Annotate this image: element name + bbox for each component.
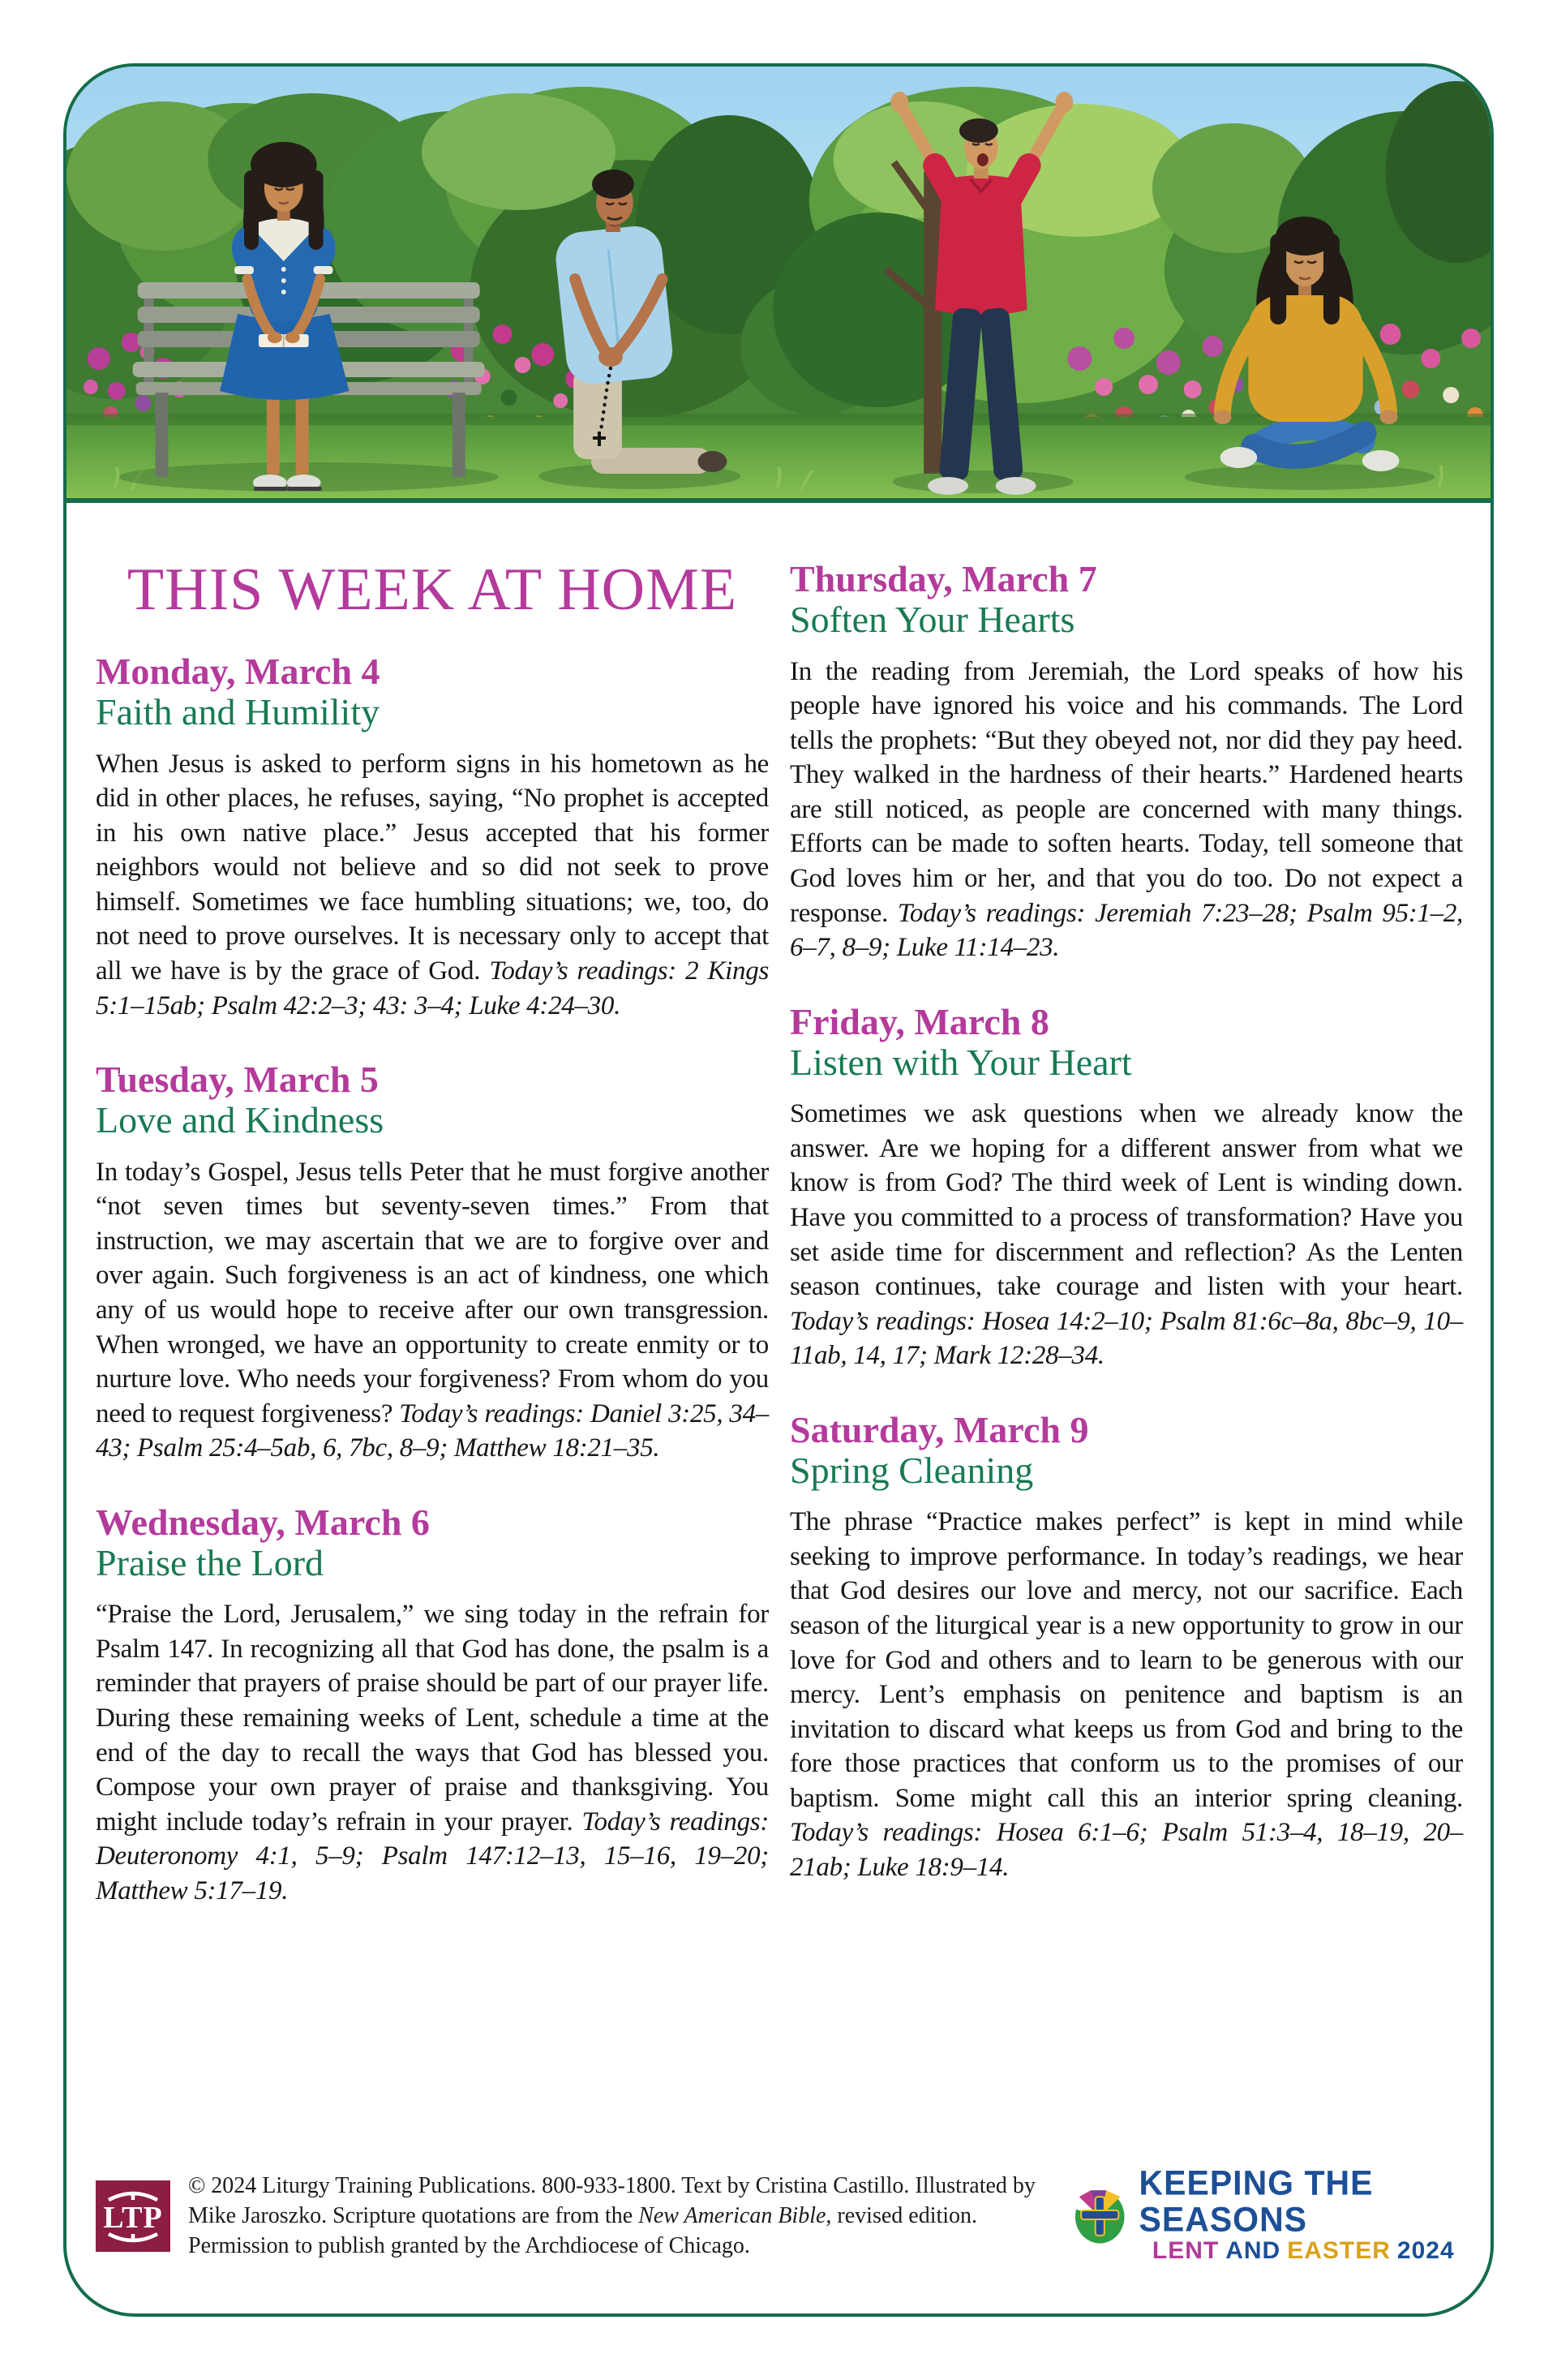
- ltp-logo-text: LTP: [103, 2200, 163, 2235]
- day-heading: Thursday, March 7: [790, 558, 1097, 599]
- credit-bible-title: New American Bible: [638, 2203, 826, 2229]
- topic-heading: Spring Cleaning: [790, 1450, 1034, 1492]
- reflection-body: When Jesus is asked to perform signs in his hometown as he did in other places, he refuses, saying, “No prophet is accepted in his own native place.” Jesus accepted that his former neighbors would not believe and so did not seek to prove himself. Sometimes we face humbling situations; we, too, do not need to prove ourselves. It is necessary only to accept that all we have is by the grace of God.: [96, 749, 769, 986]
- topic-heading: Love and Kindness: [96, 1099, 384, 1141]
- day-heading: Monday, March 4: [96, 651, 380, 692]
- reflection-text: [96, 1155, 769, 1466]
- reflection-body: Sometimes we ask questions when we already know the answer. Are we hoping for a different answer from what we know is from God? The third week of Lent is winding down. Have you committed to a process of transformation? Have you set aside time for discernment and reflection? As the Lenten season continues, take courage and listen with your heart.: [790, 1099, 1463, 1302]
- kts-easter: EASTER: [1287, 2236, 1391, 2264]
- bulletin-content: [66, 503, 1491, 1945]
- readings-citation: Today’s readings: Hosea 14:2–10; Psalm 81:6c–8a, 8bc–9, 10–11ab, 14, 17; Mark 12:28–34.: [790, 1306, 1463, 1371]
- section-tuesday: [96, 1060, 769, 1466]
- topic-heading: Praise the Lord: [96, 1542, 324, 1584]
- kts-lent: LENT: [1152, 2236, 1220, 2264]
- reflection-body: “Praise the Lord, Jerusalem,” we sing today in the refrain for Psalm 147. In recognizing all that God has done, the psalm is a reminder that prayers of praise should be part of our prayer life. During these remaining weeks of Lent, schedule a time at the end of the day to recall the ways that God has blessed you. Compose your own prayer of praise and thanksgiving. You might include today’s refrain in your prayer.: [96, 1600, 769, 1837]
- credit-text-2: , revised edition. Permission to publish granted by the Archdiocese of Chicago.: [188, 2203, 978, 2259]
- page-title: THIS WEEK AT HOME: [127, 556, 738, 623]
- readings-citation: Today’s readings: Hosea 6:1–6; Psalm 51:3–4, 18–19, 20–21ab; Luke 18:9–14.: [790, 1818, 1463, 1882]
- day-heading: Friday, March 8: [790, 1000, 1049, 1042]
- day-heading: Wednesday, March 6: [96, 1501, 430, 1543]
- reflection-text: [96, 747, 769, 1024]
- keeping-the-seasons-wordmark: [1139, 2163, 1468, 2265]
- right-column: [790, 560, 1463, 1945]
- section-monday: [96, 652, 769, 1023]
- keeping-the-seasons-logo: [1072, 2163, 1468, 2265]
- reflection-body: In today’s Gospel, Jesus tells Peter that he must forgive another “not seven times but seventy-seven times.” From that instruction, we may ascertain that we are to forgive over and over again. Such forgiveness is an act of kindness, one which any of us would hope to receive after our own transgression. When wronged, we have an opportunity to create enmity or to nurture love. Who needs your forgiveness? From whom do you need to request forgiveness?: [96, 1157, 769, 1428]
- kts-title: KEEPING THE SEASONS: [1139, 2163, 1374, 2240]
- left-column: [96, 556, 770, 1945]
- reflection-text: [96, 1597, 769, 1908]
- reflection-text: [790, 655, 1463, 965]
- readings-citation: Today’s readings: Deuteronomy 4:1, 5–9; Psalm 147:12–13, 15–16, 19–20; Matthew 5:17–19.: [96, 1806, 770, 1905]
- garden-scene-image: [66, 67, 1491, 498]
- readings-citation: Today’s readings: Daniel 3:25, 34–43; Psalm 25:4–5ab, 6, 7bc, 8–9; Matthew 18:21–35.: [96, 1398, 769, 1463]
- kts-year: 2024: [1396, 2236, 1455, 2264]
- reflection-body: The phrase “Practice makes perfect” is kept in mind while seeking to improve performance. In today’s readings, we hear that God desires our love and mercy, not our sacrifice. Each season of the liturgical year is a new opportunity to grow in our love for God and others and to learn to be generous with our mercy. Lent’s emphasis on penitence and baptism is an invitation to discard what keeps us from God and bring to the fore those practices that conform us to the promises of our baptism. Some might call this an interior spring cleaning.: [790, 1507, 1463, 1813]
- readings-citation: Today’s readings: Jeremiah 7:23–28; Psalm 95:1–2, 6–7, 8–9; Luke 11:14–23.: [790, 898, 1464, 963]
- day-heading: Saturday, March 9: [790, 1408, 1089, 1450]
- garden-illustration: [66, 67, 1491, 503]
- footer: [96, 2163, 1468, 2265]
- easter-egg-cross-icon: [1072, 2181, 1128, 2251]
- kts-subtitle: [1149, 2237, 1458, 2266]
- ltp-publisher-logo: [96, 2180, 170, 2252]
- topic-heading: Faith and Humility: [96, 691, 380, 733]
- day-heading: Tuesday, March 5: [96, 1059, 379, 1101]
- credit-text-1: © 2024 Liturgy Training Publications. 800-933-1800. Text by Cristina Castillo. Illustrated by Mike Jaroszko. Scripture quotations are from the: [188, 2172, 1036, 2229]
- reflection-text: [790, 1505, 1463, 1884]
- reflection-body: In the reading from Jeremiah, the Lord speaks of how his people have ignored his voice and his commands. The Lord tells the prophets: “But they obeyed not, nor did they pay heed. They walked in the hardness of their hearts.” Hardened hearts are still noticed, as people are concerned with many things. Efforts can be made to soften hearts. Today, tell someone that God loves him or her, and that you do too. Do not expect a response.: [790, 656, 1463, 928]
- section-friday: [790, 1000, 1463, 1373]
- reflection-text: [790, 1097, 1463, 1373]
- readings-citation: Today’s readings: 2 Kings 5:1–15ab; Psalm 42:2–3; 43: 3–4; Luke 4:24–30.: [96, 956, 769, 1020]
- kts-and: AND: [1225, 2236, 1281, 2264]
- section-thursday: [790, 560, 1463, 965]
- section-wednesday: [96, 1503, 769, 1909]
- topic-heading: Listen with Your Heart: [790, 1041, 1132, 1083]
- topic-heading: Soften Your Hearts: [790, 599, 1075, 641]
- bulletin-page: [63, 63, 1494, 2317]
- copyright-credits: [188, 2171, 1072, 2262]
- section-saturday: [790, 1408, 1463, 1885]
